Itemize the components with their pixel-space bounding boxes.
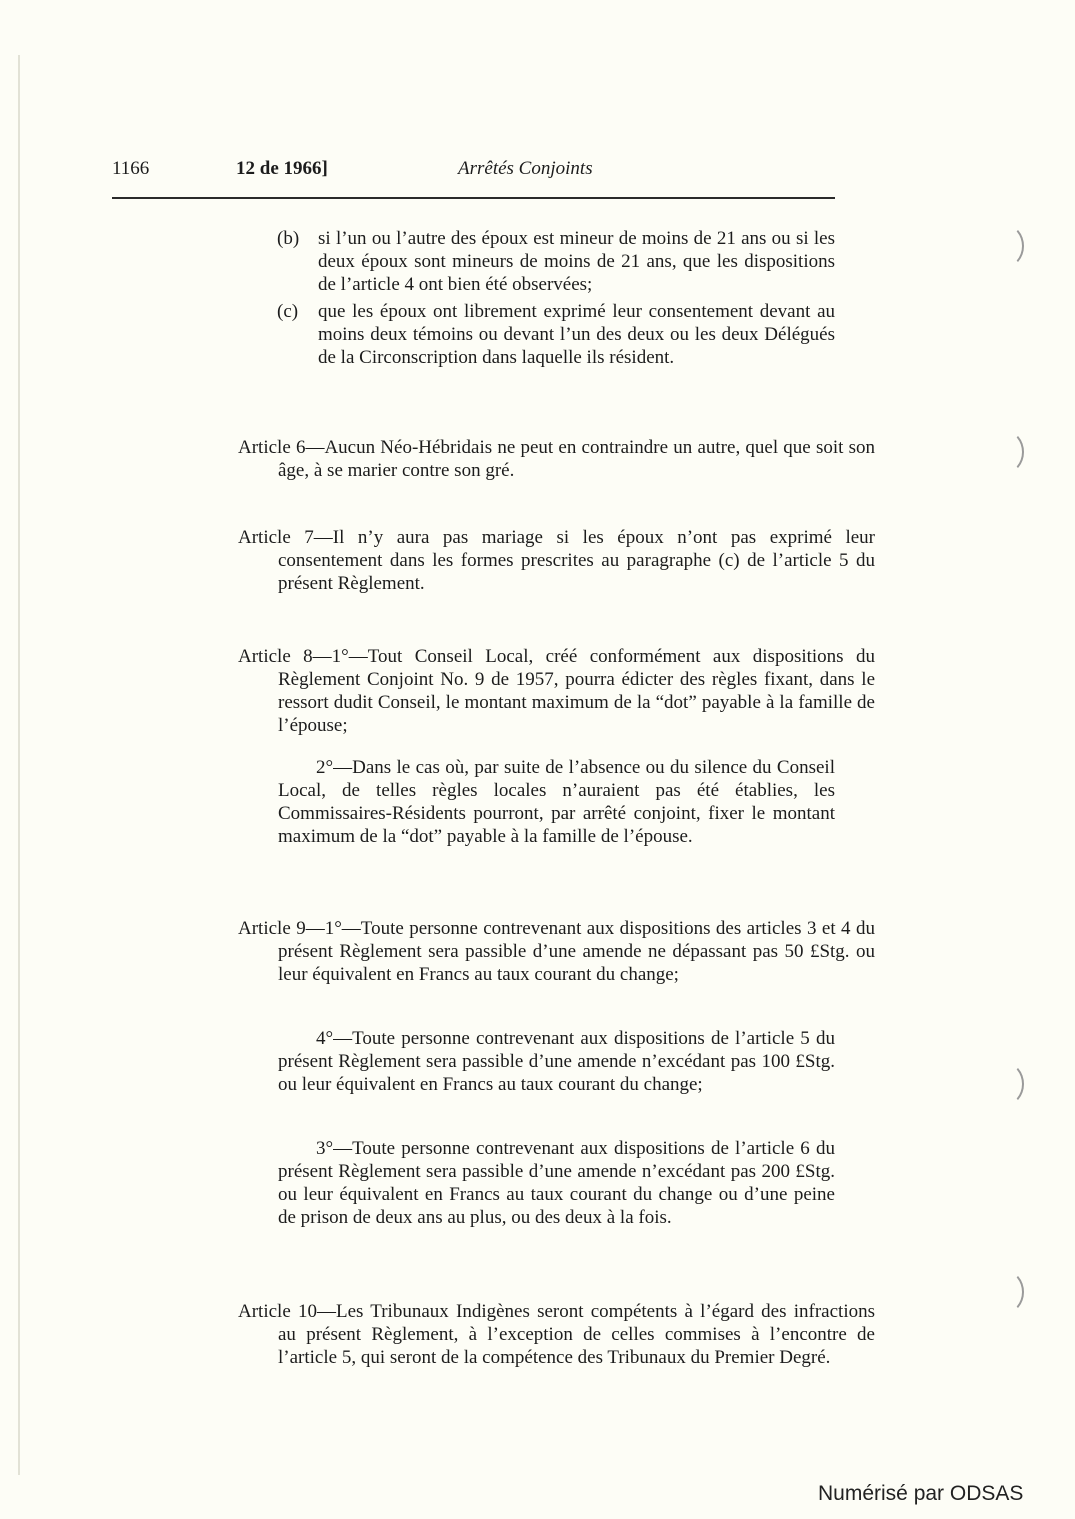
- item-b-text: si l’un ou l’autre des époux est mineur de moins de 21 ans ou si les deux époux sont mineurs de moins de 21 ans, que les dispositions de l’article 4 ont bien été observées;: [318, 228, 835, 295]
- article-6: Article 6—Aucun Néo-Hébridais ne peut en contraindre un autre, quel que soit son âge, à se marier contre son gré.: [238, 437, 875, 481]
- item-c-text: que les époux ont librement exprimé leur consentement devant au moins deux témoins ou devant l’un des deux ou les deux Délégués de la Circonscription dans laquelle ils résident.: [318, 301, 835, 368]
- article-8-para-2: 2°—Dans le cas où, par suite de l’absence ou du silence du Conseil Local, de telles règles locales n’auraient pas été établies, les Commissaires-Résidents pourront, par arrêté conjoint, fixer le montant maximum de la “dot” payable à la famille de l’épouse.: [278, 757, 835, 847]
- year-reference: 12 de 1966]: [236, 158, 328, 179]
- item-c-label: (c): [277, 301, 299, 322]
- page-title: Arrêtés Conjoints: [458, 158, 593, 179]
- page-number: 1166: [112, 158, 150, 179]
- article-8-para-1: Article 8—1°—Tout Conseil Local, créé conformément aux dispositions du Règlement Conjoint No. 9 de 1957, pourra édicter des règles fixant, dans le ressort dudit Conseil, le montant maximum de la “dot” payable à la famille de l’épouse;: [238, 646, 875, 736]
- header-rule: [112, 197, 835, 199]
- article-9-para-1: Article 9—1°—Toute personne contrevenant aux dispositions des articles 3 et 4 du présent Règlement sera passible d’une amende ne dépassant pas 50 £Stg. ou leur équivalent en Francs au taux courant du change;: [238, 918, 875, 985]
- item-b-label: (b): [277, 228, 300, 249]
- running-header: [112, 158, 835, 184]
- scan-watermark: Numérisé par ODSAS: [818, 1482, 1024, 1505]
- article-9-para-4: 4°—Toute personne contrevenant aux dispositions de l’article 5 du présent Règlement sera passible d’une amende n’excédant pas 100 £Stg. ou leur équivalent en Francs au taux courant du change;: [278, 1028, 835, 1095]
- article-9-para-3: 3°—Toute personne contrevenant aux dispositions de l’article 6 du présent Règlement sera passible d’une amende n’excédant pas 200 £Stg. ou leur équivalent en Francs au taux courant du change ou d’une peine de prison de deux ans au plus, ou des deux à la fois.: [278, 1138, 835, 1228]
- punch-hole-3: [986, 1062, 1024, 1106]
- article-7: Article 7—Il n’y aura pas mariage si les époux n’ont pas exprimé leur consentement dans les formes prescrites au paragraphe (c) de l’article 5 du présent Règlement.: [238, 527, 875, 594]
- punch-hole-4: [986, 1270, 1024, 1314]
- page-edge: [18, 55, 20, 1475]
- punch-hole-1: [986, 224, 1024, 268]
- punch-hole-2: [986, 430, 1024, 474]
- article-10: Article 10—Les Tribunaux Indigènes seront compétents à l’égard des infractions au présent Règlement, à l’exception de celles commises à l’encontre de l’article 5, qui seront de la compétence des Tribunaux du Premier Degré.: [238, 1301, 875, 1368]
